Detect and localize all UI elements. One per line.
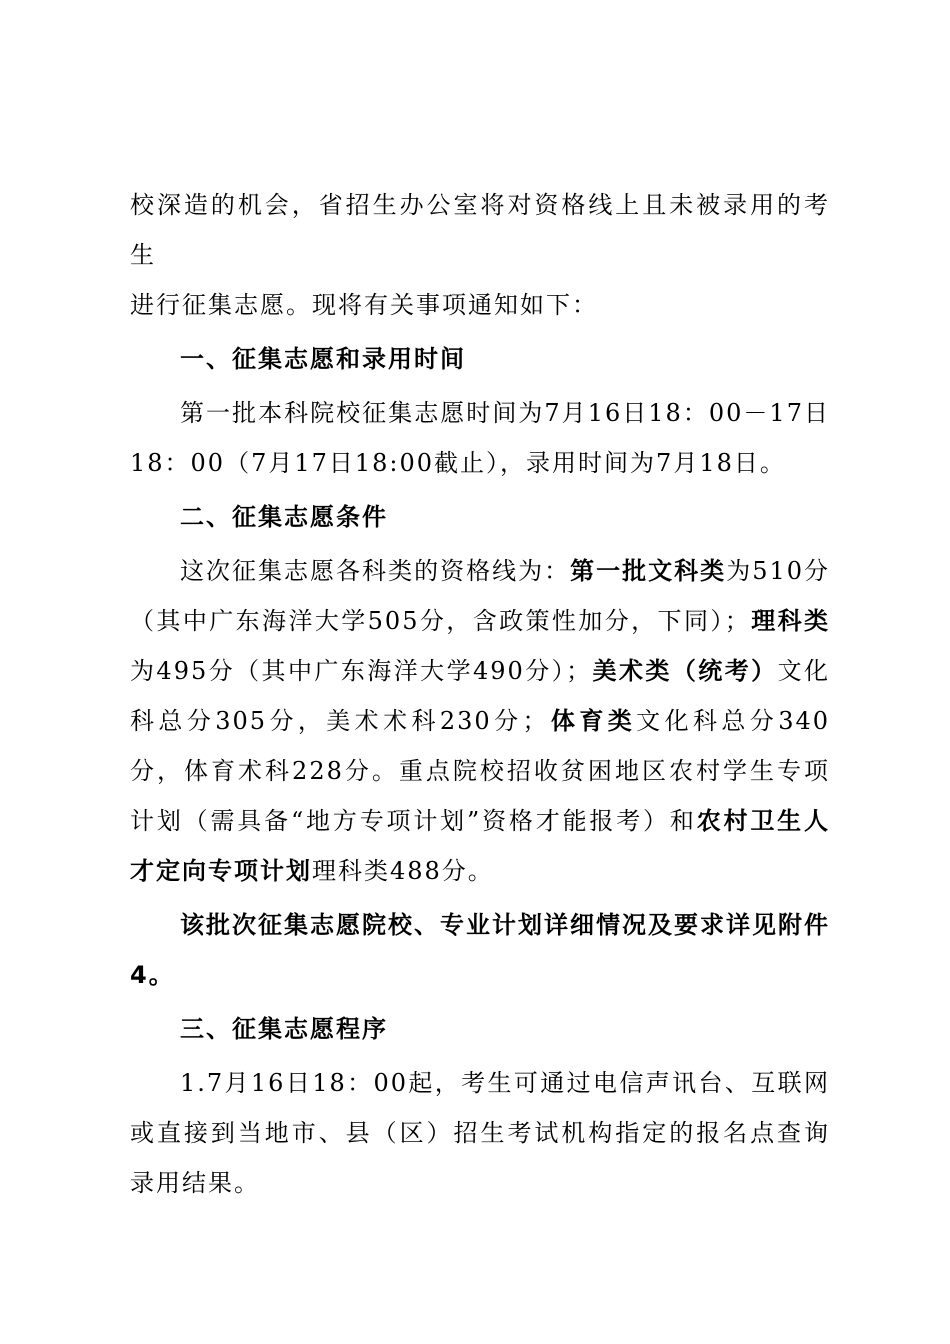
- section2-heading: 二、征集志愿条件: [180, 503, 388, 531]
- section3-heading: 三、征集志愿程序: [180, 1015, 388, 1043]
- category-nongcun: 农村卫生人才定向专项计划: [130, 807, 831, 885]
- qualification-text-e: 文化科总分340分，体育术科228分。重点院校招收贫困地区农村学生专项计划（需具备“地方专项计划”资格才能报考）和: [130, 707, 831, 835]
- qualification-text-a: 这次征集志愿各科类的资格线为：: [180, 557, 571, 585]
- category-tiyu: 体育类: [548, 707, 637, 735]
- category-wenke: 第一批文科类: [570, 557, 727, 585]
- intro-line-1: 校深造的机会，省招生办公室将对资格线上且未被录用的考生: [130, 191, 830, 269]
- qualification-text-d: 文化科总分305分，美术术科230分；: [130, 657, 831, 735]
- qualification-paragraph: [130, 546, 830, 896]
- qualification-text-b: 为510分（其中广东海洋大学505分，含政策性加分，下同）；: [130, 557, 831, 635]
- procedure-item-1: 1.7月16日18：00起，考生可通过电信声讯台、互联网或直接到当地市、县（区）招生考试机构指定的报名点查询录用结果。: [130, 1069, 830, 1197]
- section1-heading: 一、征集志愿和录用时间: [180, 345, 466, 373]
- section1-paragraph: 第一批本科院校征集志愿时间为7月16日18：00－17日18：00（7月17日18:00截止），录用时间为7月18日。: [130, 399, 830, 477]
- attachment-note: 该批次征集志愿院校、专业计划详细情况及要求详见附件4。: [130, 911, 830, 989]
- category-meishu: 美术类（统考）: [592, 657, 778, 685]
- document-page: [130, 180, 830, 1208]
- intro-line-2: 进行征集志愿。现将有关事项通知如下：: [130, 291, 598, 319]
- category-like: 理科类: [750, 607, 831, 635]
- qualification-text-c: 为495分（其中广东海洋大学490分）；: [130, 657, 593, 685]
- intro-paragraph: [130, 180, 830, 330]
- qualification-text-f: 理科类488分。: [312, 857, 494, 885]
